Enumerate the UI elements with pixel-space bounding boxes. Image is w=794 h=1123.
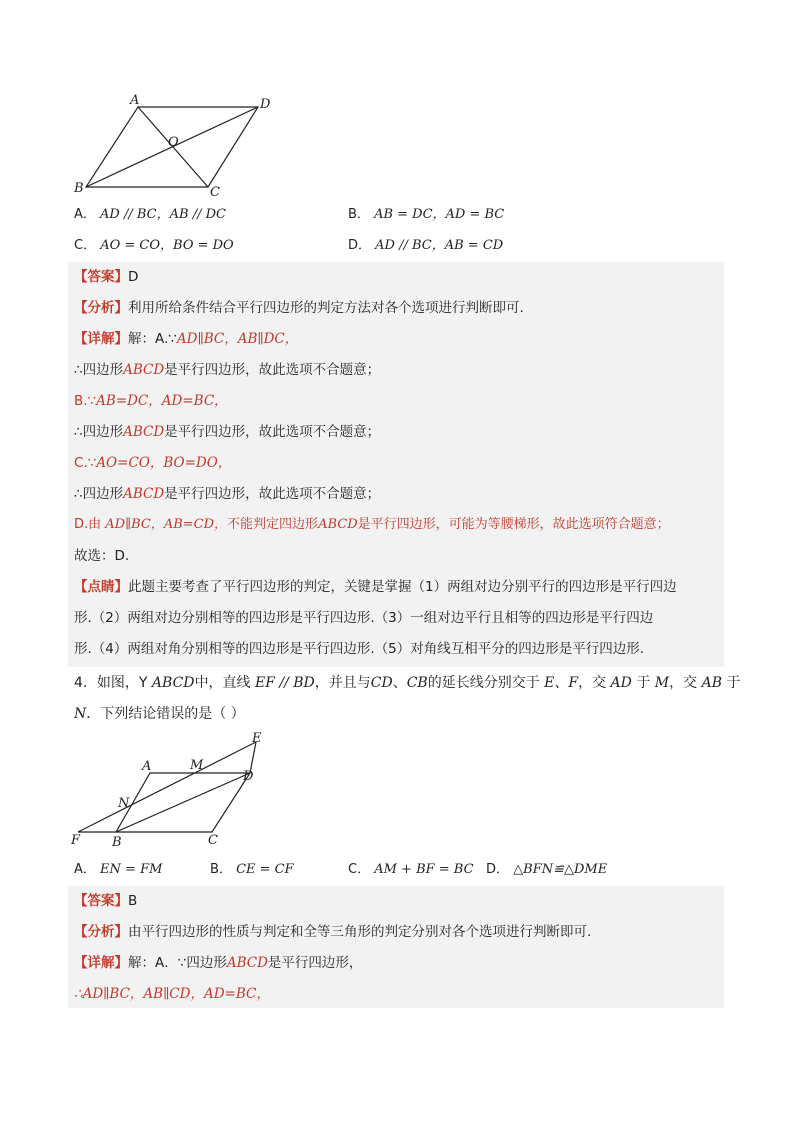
q4-detail-rest: 是平行四边形， xyxy=(267,955,363,971)
detail-line-6-mid: 不能判定四边形 xyxy=(227,517,319,532)
label-c: C xyxy=(208,833,218,848)
label-b: B xyxy=(74,181,84,196)
detail-line-6 xyxy=(74,516,670,534)
detail-line-6-rest: 是平行四边形，可能为等腰梯形，故此选项符合题意； xyxy=(357,517,670,532)
q4-cb: CB xyxy=(406,675,428,691)
option-d-text: AD // BC，AB = CD xyxy=(375,238,504,253)
label-m: M xyxy=(190,758,204,773)
analysis-text: 利用所给条件结合平行四边形的判定方法对各个选项进行判断即可. xyxy=(128,300,524,316)
q4-n: N xyxy=(74,706,87,722)
label-o: O xyxy=(168,135,179,150)
q4-e-f: E、F xyxy=(544,675,579,691)
q4-detail-tag: 【详解】 xyxy=(74,955,128,971)
answer-tag: 【答案】 xyxy=(74,269,128,285)
q4-ef-bd: EF // BD xyxy=(254,675,315,691)
detail-line-1-rest: 是平行四边形，故此选项不合题意； xyxy=(164,362,381,378)
label-d: D xyxy=(243,769,254,784)
detail-line-5-rest: 是平行四边形，故此选项不合题意； xyxy=(164,486,381,502)
q4-option-d-text: △BFN≌△DME xyxy=(513,862,608,877)
q4-text-f: ，交 xyxy=(578,675,611,691)
detail-line-5-prefix: ∴四边形 xyxy=(74,486,124,502)
q4-m: M xyxy=(654,675,670,691)
q4-text-d: 、 xyxy=(392,675,407,691)
q4-option-c-text: AM + BF = BC xyxy=(374,862,474,877)
option-a xyxy=(74,207,226,223)
q4-number: 4．如图，Y xyxy=(74,675,152,691)
detail-line-1-abcd: ABCD xyxy=(123,362,165,378)
detail-line-4-prefix: C.∵ xyxy=(74,455,97,471)
q4-ab: AB xyxy=(701,675,722,691)
detail-line-5-abcd: ABCD xyxy=(123,486,165,502)
q3-solution-box xyxy=(68,262,724,667)
detail-line-3-abcd: ABCD xyxy=(123,424,165,440)
comment-text-1: 此题主要考查了平行四边形的判定，关键是掌握（1）两组对边分别平行的四边形是平行四边 xyxy=(128,579,677,595)
q4-text-c: ，并且与 xyxy=(314,675,371,691)
q4-answer-line xyxy=(74,892,137,910)
q4-text-e: 的延长线分别交于 xyxy=(427,675,545,691)
comment-text-2: 形.（2）两组对边分别相等的四边形是平行四边形.（3）一组对边平行且相等的四边形是平行四边 xyxy=(74,610,654,626)
q4-text-h: ，交 xyxy=(669,675,702,691)
answer-line xyxy=(74,268,138,286)
answer-value: D xyxy=(128,269,139,285)
line-ef xyxy=(78,742,256,832)
parallelogram-figure-1 xyxy=(70,92,280,202)
option-a-text: AD // BC，AB // DC xyxy=(100,207,226,222)
detail-line-2 xyxy=(74,392,228,410)
q4-detail-prefix: 解：A．∵四边形 xyxy=(128,955,227,971)
q4-detail-line-1-text: ∴AD∥BC，AB∥CD，AD=BC， xyxy=(74,986,270,1002)
q4-option-a-text: EN = FM xyxy=(100,862,163,877)
q4-option-d-letter: D． xyxy=(486,862,510,877)
comment-line-1 xyxy=(74,578,677,596)
option-c xyxy=(74,238,234,254)
detail-line-1-prefix: ∴四边形 xyxy=(74,362,124,378)
label-n: N xyxy=(118,796,130,811)
q4-option-c-letter: C． xyxy=(348,862,371,877)
detail-line-2-prefix: B.∵ xyxy=(74,393,97,409)
comment-line-3 xyxy=(74,640,644,658)
label-f: F xyxy=(71,833,81,848)
q4-ad: AD xyxy=(610,675,632,691)
q4-detail-line xyxy=(74,954,362,972)
detail-line-7 xyxy=(74,547,129,565)
detail-line-6-abcd: ABCD xyxy=(318,517,358,532)
q4-detail-abcd: ABCD xyxy=(226,955,268,971)
label-b: B xyxy=(112,835,122,850)
detail-tag: 【详解】 xyxy=(74,331,128,347)
q4-answer-tag: 【答案】 xyxy=(74,893,128,909)
option-c-text: AO = CO，BO = DO xyxy=(100,238,234,253)
q4-option-d xyxy=(486,862,607,878)
comment-line-2 xyxy=(74,609,653,627)
q4-option-b-text: CE = CF xyxy=(236,862,294,877)
q4-text-g: 于 xyxy=(631,675,655,691)
q4-detail-line-1 xyxy=(74,985,270,1003)
analysis-tag: 【分析】 xyxy=(74,300,128,316)
q4-option-b-letter: B． xyxy=(210,862,232,877)
label-c: C xyxy=(210,185,220,200)
option-b-letter: B． xyxy=(348,207,370,222)
label-d: D xyxy=(260,97,271,112)
detail-line-4-condition: AO=CO，BO=DO， xyxy=(96,455,232,471)
analysis-line xyxy=(74,299,524,317)
q4-analysis-line xyxy=(74,923,591,941)
q4-abcd: ABCD xyxy=(151,675,195,691)
q4-option-a xyxy=(74,862,162,878)
detail-line-6-prefix: D.由 xyxy=(74,517,106,532)
detail-condition: AD∥BC，AB∥DC， xyxy=(176,331,299,347)
detail-prefix: 解：A.∵ xyxy=(128,331,177,347)
q4-option-c xyxy=(348,862,474,878)
q4-text-b: 中，直线 xyxy=(194,675,255,691)
detail-line-2-condition: AB=DC，AD=BC， xyxy=(96,393,228,409)
q4-answer-value: B xyxy=(128,893,138,909)
label-e: E xyxy=(252,731,262,746)
q4-stem-line-1 xyxy=(74,674,740,692)
detail-line-3 xyxy=(74,423,380,441)
detail-line-3-rest: 是平行四边形，故此选项不合题意； xyxy=(164,424,381,440)
q4-solution-box xyxy=(68,886,724,1008)
option-a-letter: A． xyxy=(74,207,96,222)
detail-line-4 xyxy=(74,454,231,472)
q4-analysis-text: 由平行四边形的性质与判定和全等三角形的判定分别对各个选项进行判断即可. xyxy=(128,924,592,940)
comment-text-3: 形.（4）两组对角分别相等的四边形是平行四边形.（5）对角线互相平分的四边形是平行四边形. xyxy=(74,641,645,657)
q4-option-a-letter: A． xyxy=(74,862,96,877)
detail-line-3-prefix: ∴四边形 xyxy=(74,424,124,440)
option-c-letter: C． xyxy=(74,238,97,253)
comment-tag: 【点睛】 xyxy=(74,579,128,595)
q4-text-i: 于 xyxy=(722,675,741,691)
q4-question: ．下列结论错误的是（ ） xyxy=(86,706,245,722)
detail-line-5 xyxy=(74,485,380,503)
q4-analysis-tag: 【分析】 xyxy=(74,924,128,940)
q4-option-b xyxy=(210,862,294,878)
detail-line xyxy=(74,330,298,348)
label-a: A xyxy=(130,93,140,108)
label-a: A xyxy=(142,759,152,774)
option-d-letter: D． xyxy=(348,238,372,253)
detail-line-6-condition: AD∥BC，AB=CD， xyxy=(105,517,228,532)
parallelogram-figure-2 xyxy=(66,728,276,850)
detail-line-1 xyxy=(74,361,380,379)
option-b-text: AB = DC，AD = BC xyxy=(374,207,505,222)
q4-cd: CD xyxy=(370,675,393,691)
q4-stem-line-2 xyxy=(74,705,245,723)
detail-line-7-text: 故选：D. xyxy=(74,548,130,564)
option-d xyxy=(348,238,503,254)
option-b xyxy=(348,207,504,223)
